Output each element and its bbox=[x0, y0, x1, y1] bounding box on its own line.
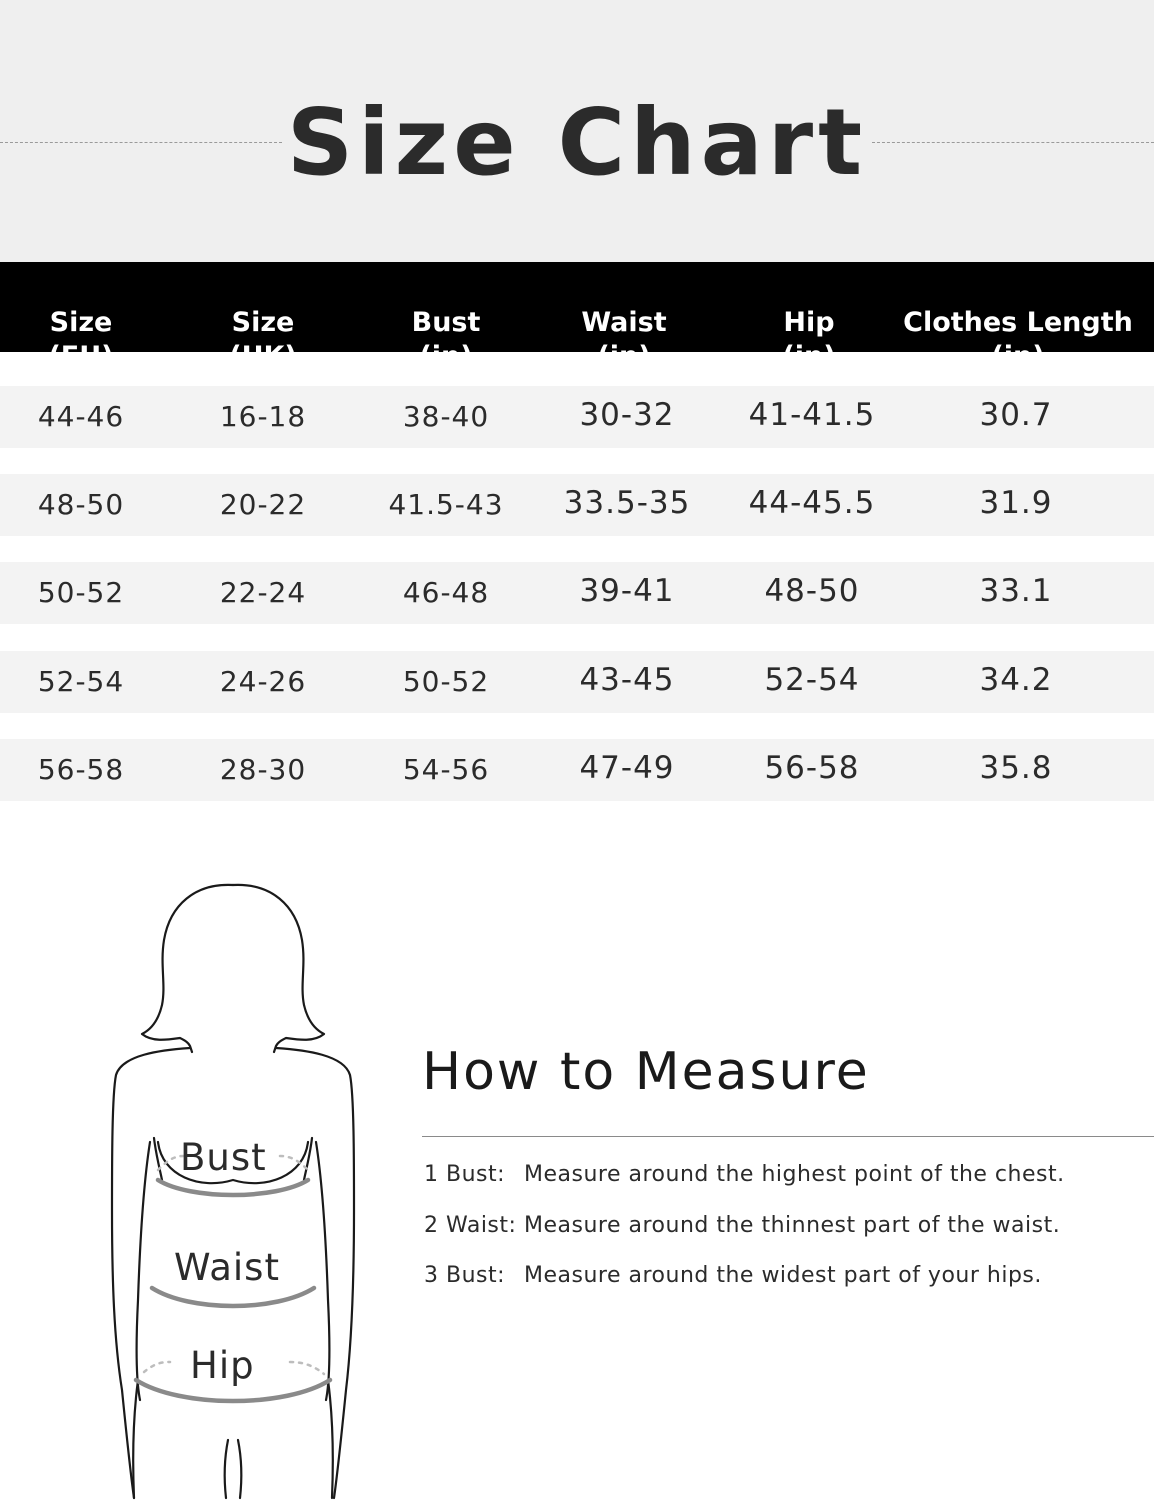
table-cell: 47-49 bbox=[579, 750, 675, 786]
table-cell: 20-22 bbox=[219, 488, 307, 521]
instruction-label: 3 Bust: bbox=[424, 1263, 506, 1288]
table-cell: 24-26 bbox=[219, 665, 307, 698]
table-cell: 28-30 bbox=[219, 753, 307, 786]
col-header-hip: Hip (in) bbox=[782, 307, 836, 372]
table-cell: 30-32 bbox=[579, 397, 675, 433]
table-cell: 16-18 bbox=[219, 400, 307, 433]
table-cell: 44-45.5 bbox=[748, 485, 876, 521]
table-cell: 54-56 bbox=[402, 753, 490, 786]
table-row bbox=[0, 474, 1154, 536]
table-header bbox=[0, 262, 1154, 372]
instruction-text: Measure around the highest point of the chest. bbox=[524, 1162, 1065, 1187]
page-title: Size Chart bbox=[286, 89, 868, 196]
table-row bbox=[0, 562, 1154, 624]
table-row bbox=[0, 651, 1154, 713]
table-cell: 50-52 bbox=[402, 665, 490, 698]
col-header-bust: Bust (in) bbox=[411, 307, 481, 372]
table-cell: 33.1 bbox=[979, 573, 1053, 609]
table-cell: 48-50 bbox=[764, 573, 860, 609]
instruction-label: 2 Waist: bbox=[424, 1213, 517, 1238]
table-row bbox=[0, 386, 1154, 448]
table-cell: 31.9 bbox=[979, 485, 1053, 521]
table-cell: 48-50 bbox=[37, 488, 125, 521]
table-cell: 44-46 bbox=[37, 400, 125, 433]
waist-label: Waist bbox=[174, 1246, 280, 1289]
body-silhouette-figure bbox=[100, 880, 370, 1500]
table-cell: 41-41.5 bbox=[748, 397, 876, 433]
table-cell: 39-41 bbox=[579, 573, 675, 609]
table-cell: 35.8 bbox=[979, 750, 1053, 786]
hip-label: Hip bbox=[190, 1344, 255, 1387]
table-row bbox=[0, 739, 1154, 801]
table-cell: 43-45 bbox=[579, 662, 675, 698]
instruction-bust bbox=[424, 1162, 1065, 1187]
instruction-waist bbox=[424, 1213, 1060, 1238]
body-outline-icon bbox=[100, 880, 370, 1500]
how-to-measure-title: How to Measure bbox=[422, 1042, 870, 1102]
table-cell: 33.5-35 bbox=[563, 485, 691, 521]
table-cell: 52-54 bbox=[37, 665, 125, 698]
instruction-text: Measure around the widest part of your hips. bbox=[524, 1263, 1042, 1288]
instruction-hip bbox=[424, 1263, 1042, 1288]
table-cell: 52-54 bbox=[764, 662, 860, 698]
table-cell: 56-58 bbox=[764, 750, 860, 786]
table-cell: 50-52 bbox=[37, 576, 125, 609]
table-cell: 56-58 bbox=[37, 753, 125, 786]
instruction-text: Measure around the thinnest part of the waist. bbox=[524, 1213, 1061, 1238]
col-header-size-eu: Size (EU) bbox=[48, 307, 114, 372]
table-cell: 46-48 bbox=[402, 576, 490, 609]
divider bbox=[422, 1136, 1154, 1137]
bust-label: Bust bbox=[180, 1136, 267, 1179]
table-cell: 38-40 bbox=[402, 400, 490, 433]
col-header-waist: Waist (in) bbox=[581, 307, 667, 372]
col-header-clothes-length: Clothes Length (in) bbox=[903, 307, 1133, 372]
col-header-size-uk: Size (UK) bbox=[229, 307, 297, 372]
table-cell: 30.7 bbox=[979, 397, 1053, 433]
table-cell: 41.5-43 bbox=[388, 488, 504, 521]
table-cell: 34.2 bbox=[979, 662, 1053, 698]
table-cell: 22-24 bbox=[219, 576, 307, 609]
instruction-label: 1 Bust: bbox=[424, 1162, 506, 1187]
